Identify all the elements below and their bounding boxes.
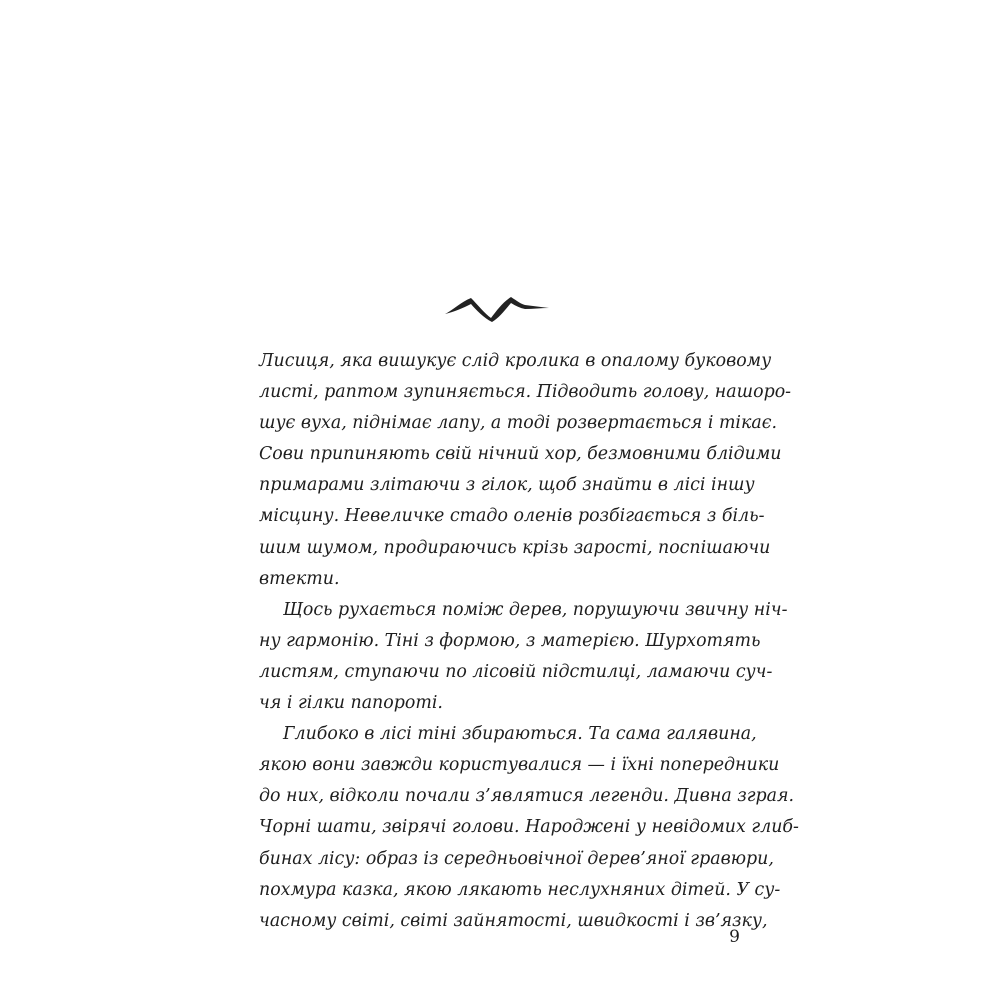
- text-line: Лисиця, яка вишукує слід кролика в опалому буковому: [259, 351, 772, 371]
- text-line: бинах лісу: образ із середньовічної дерев’яної гравюри,: [259, 848, 774, 869]
- mountain-peaks-icon: [445, 292, 549, 322]
- text-line: листям, ступаючи по лісовій підстилці, ламаючи суч-: [259, 661, 773, 682]
- text-line: Сови припиняють свій нічний хор, безмовними блідими: [259, 444, 782, 465]
- text-line: шує вуха, піднімає лапу, а тоді розвертається і тікає.: [259, 413, 778, 434]
- chapter-text: [259, 346, 799, 937]
- text-line: листі, раптом зупиняється. Підводить голову, нашоро-: [259, 382, 792, 403]
- text-line: місцину. Невеличке стадо оленів розбігається з біль-: [259, 506, 765, 527]
- text-line: Чорні шати, звірячі голови. Народжені у невідомих глиб-: [259, 817, 799, 838]
- text-line: якою вони завжди користувалися — і їхні попередники: [259, 755, 780, 776]
- text-line: ну гармонію. Тіні з формою, з матерією. Шурхотять: [259, 630, 761, 651]
- ornament-stroke: [445, 297, 549, 322]
- paragraph-3: [259, 719, 799, 937]
- paragraph-2: [259, 595, 788, 719]
- text-line: похмура казка, якою лякають неслухняних дітей. У су-: [259, 879, 781, 900]
- text-line: до них, відколи почали з’являтися легенди. Дивна зграя.: [259, 786, 795, 807]
- text-line: Глибоко в лісі тіні збираються. Та сама галявина,: [283, 724, 757, 745]
- text-line: чя і гілки папороті.: [259, 693, 443, 714]
- text-line: втекти.: [259, 568, 340, 589]
- text-line: Щось рухається поміж дерев, порушуючи звичну ніч-: [283, 599, 788, 620]
- page-number: 9: [729, 927, 740, 947]
- text-line: шим шумом, продираючись крізь зарості, поспішаючи: [259, 537, 771, 558]
- text-line: часному світі, світі зайнятості, швидкості і зв’язку,: [259, 910, 768, 931]
- text-line: примарами злітаючи з гілок, щоб знайти в лісі іншу: [259, 475, 755, 496]
- paragraph-1: [259, 346, 792, 595]
